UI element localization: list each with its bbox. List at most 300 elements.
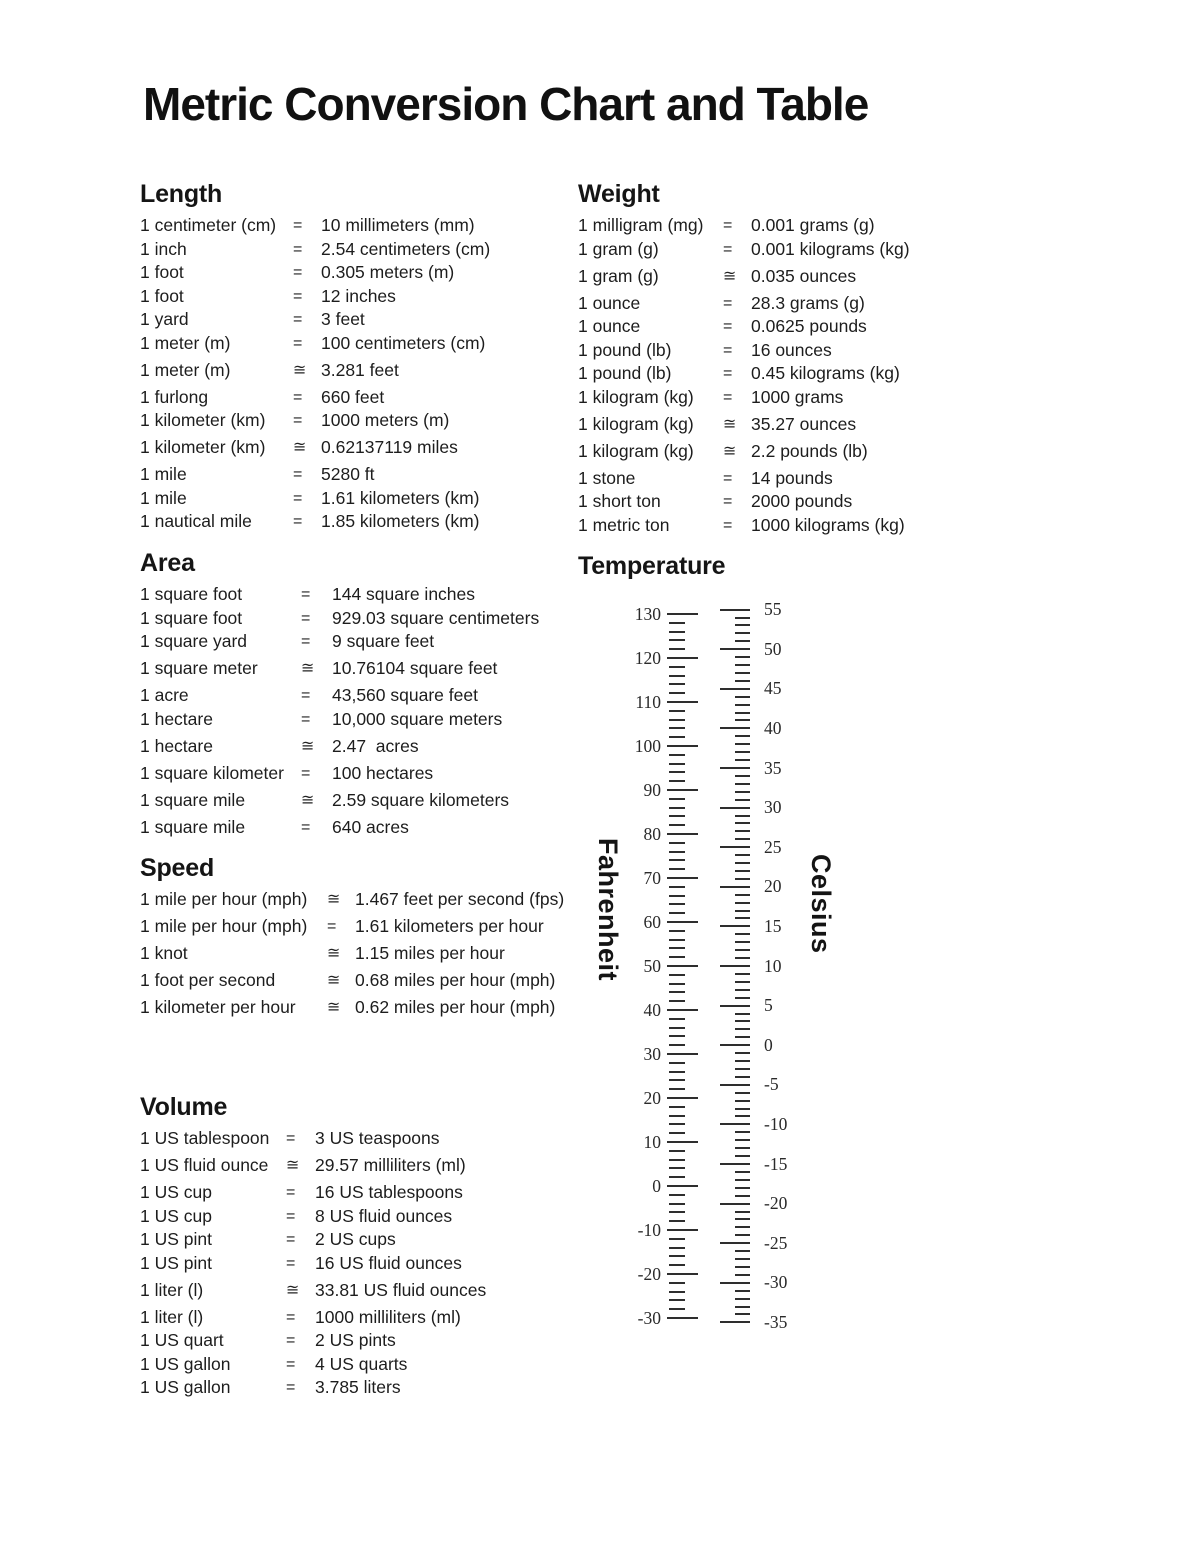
- conversion-row: [140, 996, 590, 1020]
- fahrenheit-tick: [669, 1264, 685, 1266]
- fahrenheit-tick: [667, 1273, 698, 1275]
- fahrenheit-tick: [669, 939, 685, 941]
- conversion-row: [140, 359, 585, 383]
- conversion-row: [578, 339, 1013, 363]
- celsius-tick: [735, 949, 750, 951]
- relation-symbol: =: [301, 609, 311, 627]
- value-cell: 0.305 meters (m): [321, 262, 455, 282]
- unit-cell: 1 kilometer (km): [140, 410, 266, 430]
- conversion-row: [578, 467, 1013, 491]
- celsius-tick-label: 15: [764, 915, 782, 936]
- fahrenheit-tick: [669, 1044, 685, 1046]
- relation-symbol: ≅: [327, 972, 341, 989]
- value-cell: 3 feet: [321, 309, 365, 329]
- relation-symbol: ≅: [723, 415, 737, 433]
- unit-cell: 1 metric ton: [578, 514, 670, 535]
- relation-symbol: =: [286, 1332, 296, 1349]
- section-heading-volume: Volume: [140, 1093, 228, 1121]
- fahrenheit-tick: [669, 1018, 685, 1020]
- unit-cell: 1 square kilometer: [140, 762, 284, 783]
- unit-cell: 1 US gallon: [140, 1377, 231, 1397]
- celsius-tick: [735, 664, 750, 666]
- celsius-tick: [735, 1076, 750, 1078]
- celsius-tick: [720, 1005, 750, 1007]
- fahrenheit-tick: [667, 921, 698, 923]
- unit-cell: 1 mile: [140, 464, 187, 484]
- relation-symbol: =: [293, 217, 303, 234]
- celsius-tick: [720, 609, 750, 611]
- fahrenheit-tick: [669, 1220, 685, 1222]
- conversion-row: [140, 1376, 585, 1400]
- unit-cell: 1 yard: [140, 309, 189, 329]
- value-cell: 2.47 acres: [332, 735, 419, 756]
- value-cell: 3 US teaspoons: [315, 1128, 440, 1148]
- fahrenheit-tick: [669, 1203, 685, 1205]
- value-cell: 3.281 feet: [321, 359, 399, 380]
- conversion-row: [140, 915, 590, 939]
- fahrenheit-tick-label: 70: [643, 867, 661, 888]
- fahrenheit-tick: [669, 631, 685, 633]
- page-title: Metric Conversion Chart and Table: [143, 78, 869, 130]
- celsius-tick-label: -20: [764, 1193, 788, 1214]
- conversion-row: [140, 1329, 585, 1353]
- celsius-tick: [735, 822, 750, 824]
- relation-symbol: =: [286, 1231, 296, 1248]
- unit-cell: 1 nautical mile: [140, 511, 252, 531]
- celsius-tick: [720, 1321, 750, 1323]
- relation-symbol: =: [301, 764, 311, 782]
- section-weight: [578, 181, 1013, 537]
- relation-symbol: =: [293, 311, 303, 328]
- conversion-row: [140, 942, 590, 966]
- celsius-tick-label: 55: [764, 599, 782, 620]
- conversion-row: [140, 762, 585, 786]
- unit-cell: 1 liter (l): [140, 1306, 204, 1327]
- value-cell: 33.81 US fluid ounces: [315, 1279, 487, 1300]
- relation-symbol: ≅: [327, 999, 341, 1016]
- fahrenheit-tick: [669, 1035, 685, 1037]
- celsius-tick: [720, 1044, 750, 1046]
- relation-symbol: =: [327, 918, 337, 935]
- fahrenheit-tick-label: 110: [635, 691, 661, 712]
- unit-cell: 1 ounce: [578, 316, 641, 336]
- celsius-tick-label: -10: [764, 1113, 788, 1134]
- fahrenheit-tick: [669, 1238, 685, 1240]
- celsius-tick: [720, 1123, 750, 1125]
- celsius-tick: [735, 1195, 750, 1197]
- conversion-row: [140, 1181, 585, 1205]
- conversion-row: [140, 463, 585, 487]
- celsius-tick: [735, 815, 750, 817]
- value-cell: 10 millimeters (mm): [321, 215, 475, 235]
- value-cell: 16 ounces: [751, 339, 832, 360]
- value-cell: 10,000 square meters: [332, 708, 503, 729]
- relation-symbol: =: [301, 633, 311, 650]
- fahrenheit-tick: [669, 815, 685, 817]
- celsius-tick-label: 0: [764, 1034, 773, 1055]
- celsius-tick: [735, 1131, 750, 1133]
- section-speed: [140, 855, 590, 1023]
- celsius-tick-label: 10: [764, 955, 782, 976]
- fahrenheit-tick: [669, 956, 685, 958]
- conversion-row: [140, 888, 590, 912]
- fahrenheit-tick: [669, 983, 685, 985]
- celsius-tick: [735, 743, 750, 745]
- celsius-tick-label: -35: [764, 1311, 788, 1332]
- fahrenheit-tick: [669, 692, 685, 694]
- celsius-tick: [735, 712, 750, 714]
- relation-symbol: ≅: [286, 1281, 300, 1299]
- fahrenheit-axis-label: Fahrenheit: [593, 838, 623, 982]
- unit-cell: 1 US pint: [140, 1252, 212, 1273]
- unit-cell: 1 US tablespoon: [140, 1128, 270, 1148]
- celsius-tick: [735, 1100, 750, 1102]
- fahrenheit-tick: [669, 736, 685, 738]
- celsius-tick-label: -15: [764, 1153, 788, 1174]
- section-length: [140, 181, 585, 534]
- section-heading-temperature: Temperature: [578, 552, 726, 580]
- fahrenheit-tick: [667, 613, 698, 615]
- fahrenheit-tick-label: -10: [637, 1219, 661, 1240]
- celsius-tick: [735, 1147, 750, 1149]
- celsius-tick: [735, 1274, 750, 1276]
- fahrenheit-tick: [669, 974, 685, 976]
- relation-symbol: =: [293, 466, 303, 483]
- unit-cell: 1 mile: [140, 487, 187, 508]
- fahrenheit-tick-label: 20: [643, 1087, 661, 1108]
- celsius-tick: [720, 1084, 750, 1086]
- conversion-row: [140, 510, 585, 534]
- conversion-row: [140, 735, 585, 759]
- relation-symbol: ≅: [301, 791, 315, 809]
- celsius-tick: [735, 1179, 750, 1181]
- conversion-row: [140, 1127, 585, 1151]
- value-cell: 0.68 miles per hour (mph): [355, 970, 556, 990]
- unit-cell: 1 acre: [140, 685, 189, 705]
- fahrenheit-tick: [669, 1194, 685, 1196]
- conversion-row: [140, 708, 585, 732]
- celsius-tick-label: 25: [764, 836, 782, 857]
- celsius-tick: [735, 656, 750, 658]
- fahrenheit-tick: [669, 798, 685, 800]
- value-cell: 640 acres: [332, 816, 409, 837]
- celsius-tick: [735, 973, 750, 975]
- conversion-row: [140, 1228, 585, 1252]
- conversion-row: [140, 583, 585, 607]
- fahrenheit-tick: [669, 868, 685, 870]
- celsius-tick: [735, 1013, 750, 1015]
- conversion-row: [578, 214, 1013, 238]
- celsius-tick: [735, 751, 750, 753]
- relation-symbol: =: [293, 240, 303, 258]
- value-cell: 1000 kilograms (kg): [751, 514, 905, 535]
- value-cell: 16 US fluid ounces: [315, 1252, 462, 1273]
- conversion-row: [578, 292, 1013, 316]
- fahrenheit-tick: [669, 1000, 685, 1002]
- fahrenheit-tick: [669, 947, 685, 949]
- conversion-row: [140, 1205, 585, 1229]
- celsius-tick: [720, 807, 750, 809]
- relation-symbol: =: [293, 334, 303, 352]
- celsius-tick: [735, 1258, 750, 1260]
- unit-cell: 1 square mile: [140, 789, 246, 810]
- fahrenheit-tick: [669, 1088, 685, 1090]
- celsius-tick-label: 50: [764, 638, 782, 659]
- fahrenheit-tick: [669, 1132, 685, 1134]
- value-cell: 144 square inches: [332, 584, 476, 604]
- value-cell: 1.61 kilometers (km): [321, 487, 480, 508]
- conversion-row: [140, 1306, 585, 1330]
- value-cell: 8 US fluid ounces: [315, 1205, 453, 1226]
- celsius-tick: [735, 1052, 750, 1054]
- unit-cell: 1 hectare: [140, 735, 213, 756]
- fahrenheit-tick: [669, 1167, 685, 1169]
- relation-symbol: =: [293, 264, 303, 281]
- fahrenheit-tick: [667, 1097, 698, 1099]
- celsius-tick: [735, 1068, 750, 1070]
- celsius-tick-label: -5: [764, 1074, 779, 1095]
- conversion-row: [140, 969, 590, 993]
- celsius-tick: [735, 680, 750, 682]
- celsius-tick: [735, 1171, 750, 1173]
- unit-cell: 1 mile per hour (mph): [140, 889, 308, 909]
- celsius-tick: [720, 727, 750, 729]
- fahrenheit-tick-label: 50: [643, 955, 661, 976]
- unit-cell: 1 pound (lb): [578, 339, 672, 360]
- conversion-row: [578, 386, 1013, 410]
- relation-symbol: =: [723, 493, 733, 510]
- fahrenheit-tick: [667, 789, 698, 791]
- relation-symbol: =: [293, 287, 303, 305]
- celsius-tick-label: 20: [764, 876, 782, 897]
- fahrenheit-tick: [669, 1062, 685, 1064]
- conversion-row: [140, 1353, 585, 1377]
- fahrenheit-tick: [669, 754, 685, 756]
- conversion-rows-volume: [140, 1127, 585, 1400]
- fahrenheit-tick: [667, 701, 698, 703]
- fahrenheit-tick: [667, 1317, 698, 1319]
- celsius-tick: [735, 1036, 750, 1038]
- celsius-tick: [735, 775, 750, 777]
- fahrenheit-tick-label: 60: [643, 911, 661, 932]
- celsius-tick: [735, 1234, 750, 1236]
- fahrenheit-tick-label: -20: [637, 1263, 661, 1284]
- fahrenheit-tick: [669, 666, 685, 668]
- celsius-tick: [735, 862, 750, 864]
- fahrenheit-tick: [669, 824, 685, 826]
- fahrenheit-tick-label: 0: [652, 1175, 661, 1196]
- fahrenheit-tick-label: 80: [643, 823, 661, 844]
- unit-cell: 1 square mile: [140, 816, 246, 837]
- fahrenheit-tick: [667, 1185, 698, 1187]
- relation-symbol: ≅: [327, 945, 341, 962]
- unit-cell: 1 stone: [578, 467, 636, 488]
- celsius-tick: [735, 989, 750, 991]
- celsius-tick: [735, 1187, 750, 1189]
- unit-cell: 1 hectare: [140, 708, 213, 729]
- relation-symbol: ≅: [286, 1157, 300, 1174]
- conversion-row: [578, 265, 1013, 289]
- celsius-tick: [735, 1266, 750, 1268]
- unit-cell: 1 gram (g): [578, 265, 659, 286]
- fahrenheit-tick: [667, 745, 698, 747]
- fahrenheit-tick: [669, 763, 685, 765]
- conversion-row: [140, 1279, 585, 1303]
- celsius-tick: [720, 925, 750, 927]
- relation-symbol: =: [723, 217, 733, 234]
- relation-symbol: =: [293, 388, 303, 406]
- conversion-row: [140, 308, 585, 332]
- relation-symbol: ≅: [293, 439, 307, 456]
- unit-cell: 1 US cup: [140, 1205, 212, 1226]
- unit-cell: 1 square foot: [140, 584, 243, 604]
- relation-symbol: =: [286, 1254, 296, 1272]
- conversion-row: [140, 684, 585, 708]
- celsius-tick: [735, 1290, 750, 1292]
- fahrenheit-tick: [667, 833, 698, 835]
- value-cell: 4 US quarts: [315, 1353, 408, 1374]
- value-cell: 2.59 square kilometers: [332, 789, 510, 810]
- celsius-tick: [735, 696, 750, 698]
- relation-symbol: =: [293, 489, 303, 507]
- fahrenheit-tick: [669, 1299, 685, 1301]
- relation-symbol: =: [301, 687, 311, 704]
- celsius-tick: [735, 1155, 750, 1157]
- celsius-tick: [735, 1298, 750, 1300]
- celsius-tick: [735, 910, 750, 912]
- fahrenheit-tick: [669, 1176, 685, 1178]
- fahrenheit-tick: [669, 1106, 685, 1108]
- celsius-tick: [735, 640, 750, 642]
- unit-cell: 1 US pint: [140, 1229, 212, 1249]
- fahrenheit-tick: [669, 1211, 685, 1213]
- section-volume: [140, 1094, 585, 1400]
- relation-symbol: ≅: [301, 660, 315, 677]
- celsius-tick: [735, 854, 750, 856]
- celsius-tick: [720, 688, 750, 690]
- celsius-tick: [735, 1108, 750, 1110]
- unit-cell: 1 US fluid ounce: [140, 1155, 269, 1175]
- unit-cell: 1 square meter: [140, 658, 258, 678]
- celsius-tick: [735, 1226, 750, 1228]
- celsius-axis-label: Celsius: [806, 854, 836, 954]
- relation-symbol: =: [293, 513, 303, 530]
- value-cell: 2.54 centimeters (cm): [321, 238, 491, 259]
- value-cell: 0.62 miles per hour (mph): [355, 997, 556, 1017]
- unit-cell: 1 square foot: [140, 607, 243, 628]
- celsius-tick: [720, 846, 750, 848]
- celsius-tick: [735, 830, 750, 832]
- relation-symbol: ≅: [723, 267, 737, 285]
- conversion-rows-speed: [140, 888, 590, 1020]
- value-cell: 0.035 ounces: [751, 265, 857, 286]
- fahrenheit-tick: [669, 886, 685, 888]
- value-cell: 0.001 kilograms (kg): [751, 238, 910, 259]
- relation-symbol: =: [723, 240, 733, 258]
- celsius-tick: [735, 997, 750, 999]
- relation-symbol: =: [723, 294, 733, 312]
- conversion-row: [140, 332, 585, 356]
- relation-symbol: ≅: [723, 442, 737, 460]
- fahrenheit-tick-label: -30: [637, 1307, 661, 1328]
- fahrenheit-tick-label: 120: [634, 647, 661, 668]
- fahrenheit-tick: [667, 1009, 698, 1011]
- value-cell: 100 hectares: [332, 762, 434, 783]
- celsius-tick: [735, 870, 750, 872]
- celsius-tick: [735, 1139, 750, 1141]
- fahrenheit-tick-label: 40: [643, 999, 661, 1020]
- fahrenheit-tick: [669, 912, 685, 914]
- unit-cell: 1 inch: [140, 238, 187, 259]
- celsius-tick: [735, 1028, 750, 1030]
- conversion-row: [140, 386, 585, 410]
- value-cell: 1.467 feet per second (fps): [355, 889, 565, 909]
- conversion-row: [140, 214, 585, 238]
- conversion-row: [578, 490, 1013, 514]
- section-heading-weight: Weight: [578, 180, 660, 208]
- unit-cell: 1 US cup: [140, 1182, 212, 1202]
- celsius-tick-label: -25: [764, 1232, 788, 1253]
- relation-symbol: =: [301, 818, 311, 836]
- value-cell: 1000 meters (m): [321, 410, 450, 430]
- fahrenheit-tick: [669, 1071, 685, 1073]
- value-cell: 0.001 grams (g): [751, 215, 875, 235]
- unit-cell: 1 short ton: [578, 491, 661, 511]
- relation-symbol: =: [301, 586, 311, 603]
- unit-cell: 1 meter (m): [140, 332, 231, 353]
- conversion-row: [578, 315, 1013, 339]
- unit-cell: 1 foot: [140, 285, 184, 306]
- fahrenheit-tick: [669, 1159, 685, 1161]
- fahrenheit-tick-label: 10: [643, 1131, 661, 1152]
- fahrenheit-tick: [669, 727, 685, 729]
- section-heading-area: Area: [140, 549, 195, 577]
- fahrenheit-tick: [669, 859, 685, 861]
- value-cell: 2 US pints: [315, 1330, 396, 1350]
- relation-symbol: =: [286, 1308, 296, 1326]
- unit-cell: 1 gram (g): [578, 238, 659, 259]
- unit-cell: 1 foot: [140, 262, 184, 282]
- unit-cell: 1 US quart: [140, 1330, 224, 1350]
- relation-symbol: =: [286, 1355, 296, 1373]
- celsius-tick: [735, 719, 750, 721]
- relation-symbol: =: [723, 365, 733, 382]
- relation-symbol: =: [723, 469, 733, 487]
- relation-symbol: =: [286, 1207, 296, 1225]
- thermometer-scale: [585, 598, 885, 1353]
- celsius-tick: [735, 1020, 750, 1022]
- conversion-row: [140, 607, 585, 631]
- fahrenheit-tick: [669, 675, 685, 677]
- unit-cell: 1 square yard: [140, 631, 248, 651]
- fahrenheit-tick: [669, 1255, 685, 1257]
- fahrenheit-tick: [667, 877, 698, 879]
- conversion-rows-area: [140, 583, 585, 839]
- relation-symbol: =: [723, 388, 733, 406]
- fahrenheit-tick: [669, 991, 685, 993]
- value-cell: 1.85 kilometers (km): [321, 511, 480, 531]
- celsius-tick: [720, 1242, 750, 1244]
- fahrenheit-tick: [669, 1123, 685, 1125]
- value-cell: 2 US cups: [315, 1229, 396, 1249]
- celsius-tick-label: -30: [764, 1272, 788, 1293]
- celsius-tick: [735, 838, 750, 840]
- celsius-tick: [735, 632, 750, 634]
- conversion-row: [140, 657, 585, 681]
- conversion-row: [140, 409, 585, 433]
- unit-cell: 1 US gallon: [140, 1353, 231, 1374]
- fahrenheit-tick: [669, 1282, 685, 1284]
